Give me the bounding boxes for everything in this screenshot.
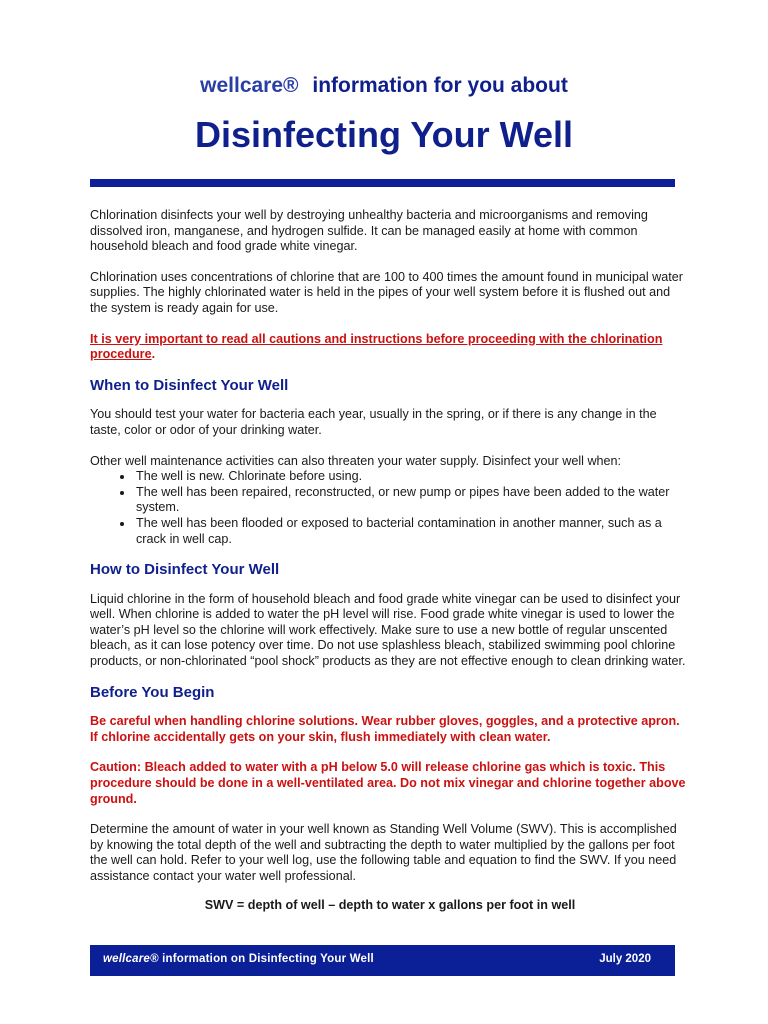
brand-line <box>0 74 768 98</box>
caution-notice-period: . <box>151 347 156 362</box>
caution-notice-text: It is very important to read all cautions and instructions before proceeding with the chlorination procedure <box>90 331 663 362</box>
document-body <box>90 208 690 913</box>
list-item: • The well has been flooded or exposed to bacterial contamination in another manner, such as a crack in well cap. <box>134 516 690 547</box>
swv-formula: SWV = depth of well – depth to water x gallons per foot in well <box>204 897 576 912</box>
brand-tagline: information for you about <box>312 74 568 97</box>
footer-date: July 2020 <box>599 953 651 965</box>
bleach-caution: Caution: Bleach added to water with a pH below 5.0 will release chlorine gas which is toxic. This procedure should be done in a well-ventilated area. Do not mix vinegar and chlorine together above ground. <box>90 760 686 806</box>
intro-paragraph-2: Chlorination uses concentrations of chlorine that are 100 to 400 times the amount found in municipal water supplies. The highly chlorinated water is held in the pipes of your well system before it is flushed out and the system is ready again for use. <box>90 269 683 315</box>
when-paragraph-1: You should test your water for bacteria each year, usually in the spring, or if there is any change in the taste, color or odor of your drinking water. <box>90 407 657 437</box>
title-divider <box>90 179 675 187</box>
list-item: • The well has been repaired, reconstructed, or new pump or pipes have been added to the water system. <box>134 485 690 516</box>
footer-text: information on Disinfecting Your Well <box>162 953 374 965</box>
section-heading-before: Before You Begin <box>90 683 215 701</box>
intro-paragraph-1: Chlorination disinfects your well by destroying unhealthy bacteria and microorganisms and removing dissolved iron, manganese, and hydrogen sulfide. It can be managed easily at home with common household bleach and food grade white vinegar. <box>90 208 648 254</box>
when-paragraph-2: Other well maintenance activities can also threaten your water supply. Disinfect your well when: <box>90 453 622 468</box>
swv-paragraph: Determine the amount of water in your well known as Standing Well Volume (SWV). This is accomplished by knowing the total depth of the well and subtracting the depth to water multiplied by the gallons per foot the well can hold. Refer to your well log, use the following table and equation to find the SWV. If you need assistance contact your water well professional. <box>90 822 677 883</box>
page-title: Disinfecting Your Well <box>194 114 574 155</box>
how-paragraph: Liquid chlorine in the form of household bleach and food grade white vinegar can be used to disinfect your well. When chlorine is added to water the pH level will rise. Food grade white vinegar is used to lower the water’s pH level so the chlorine will work effectively. Make sure to use a new bottle of regular unscented bleach, as it can lose potency over time. Do not use splashless bleach, stabilized swimming pool chlorine products, or non-chlorinated “pool shock” products as they are not effective enough to clean drinking water. <box>90 591 686 669</box>
footer-title <box>103 953 374 965</box>
section-heading-how: How to Disinfect Your Well <box>90 561 280 579</box>
brand-name: wellcare® <box>200 74 299 97</box>
safety-warning: Be careful when handling chlorine solutions. Wear rubber gloves, goggles, and a protective apron. If chlorine accidentally gets on your skin, flush immediately with clean water. <box>90 714 680 744</box>
list-item: • The well is new. Chlorinate before using. <box>134 469 690 485</box>
caution-notice <box>90 332 690 363</box>
section-heading-when: When to Disinfect Your Well <box>90 376 289 394</box>
footer-bar <box>90 945 675 976</box>
when-bullet-list <box>90 469 690 547</box>
footer-brand: wellcare® <box>103 953 159 965</box>
